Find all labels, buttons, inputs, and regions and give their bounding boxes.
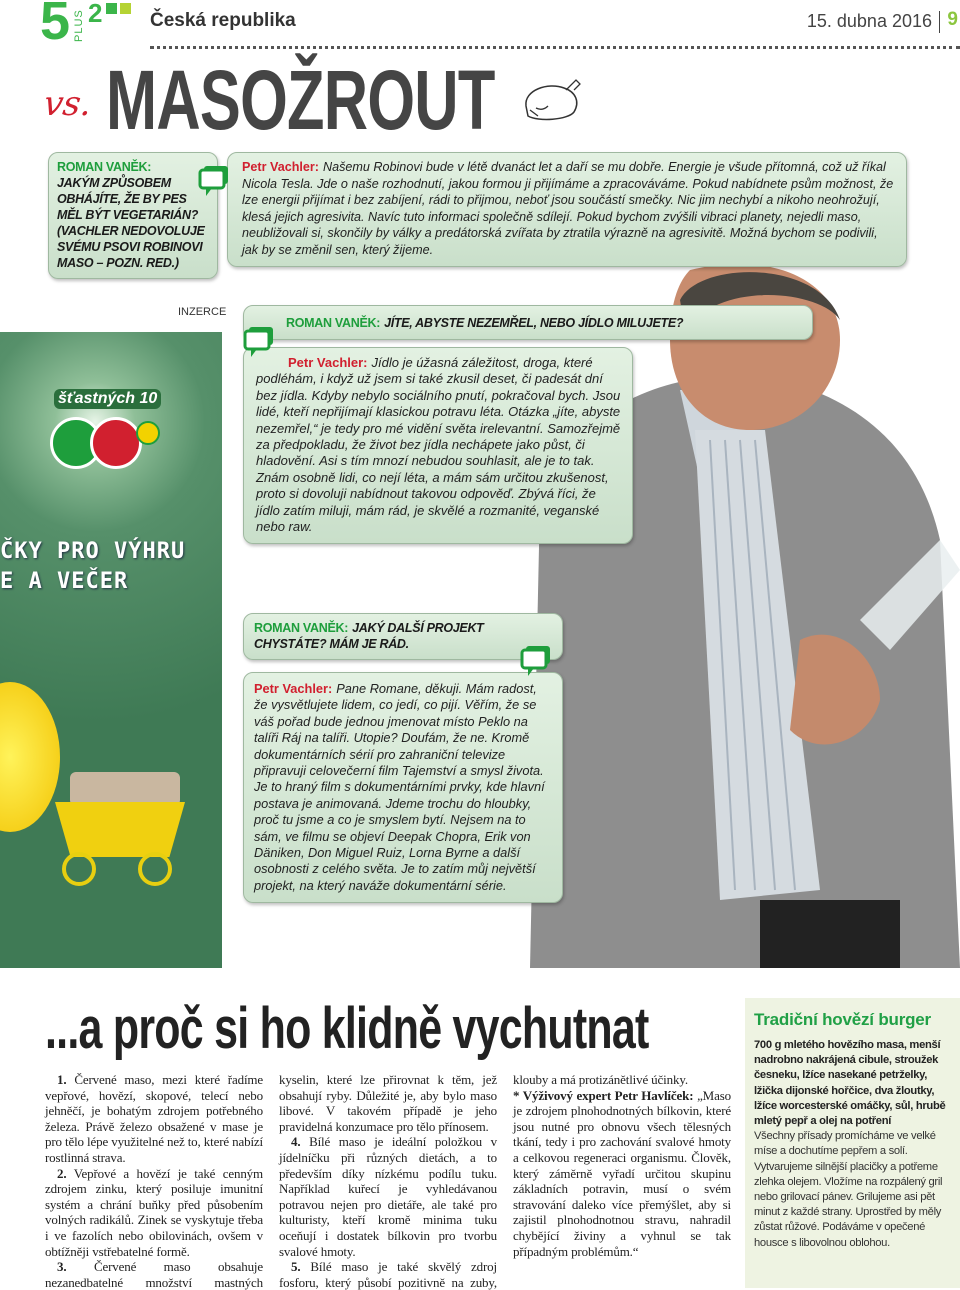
question-bubble bbox=[243, 305, 813, 340]
respondent-name: Petr Vachler: bbox=[254, 681, 333, 696]
logo-2: 2 bbox=[88, 0, 103, 28]
respondent-name: Petr Vachler: bbox=[288, 355, 368, 370]
chicken-icon bbox=[518, 76, 588, 124]
answer-text: Jídlo je úžasná záležitost, droga, které podléhám, i když už jsem si také zkusil deset, či padesát dní bez jídla. Kdyby nebylo sociálního pnutí, pokračoval bych. Jsou lidé, kteří nepřijímají klasickou potravu léta. Otázka „jíte, abyste nezemřel,“ je tedy pro mé vidění světa irelevantní. Samozřejmě za předpokladu, že život bez jídla nechápete jako půst, či hladovění. Asi s tím mnozí nebudou souhlasit, ale je to tak. Znám osobně lidi, co nejí léta, a mám sám určitou zkušenost, proto si dovoluji nabídnout takovou odpověď. Zbývá říci, že jídlo zatím miluji, mám rád, je skvělé a rozmanité, veganské nebo raw. bbox=[256, 355, 621, 535]
vs-label: vs. bbox=[41, 84, 95, 124]
article-headline: ...a proč si ho klidně vychutnat bbox=[45, 996, 649, 1061]
question-bubble bbox=[243, 613, 563, 660]
interviewer-name: ROMAN VANĚK: bbox=[57, 160, 152, 174]
respondent-name: Petr Vachler: bbox=[242, 160, 320, 174]
logo-square-icon bbox=[120, 3, 131, 14]
article-paragraph: 2. Vepřové a hovězí je také cenným zdrojem zinku, který posiluje imunitní systém a chrání buňky před působením volných radikálů. Zinek se vyskytuje třeba i ve fazolích nebo obilovinách, ovšem v obtížněji vstřebatelné formě. bbox=[45, 1165, 263, 1259]
question-text: JAKÝ DALŠÍ PROJEKT CHYSTÁTE? MÁM JE RÁD. bbox=[254, 621, 484, 651]
section-title: Česká republika bbox=[150, 10, 296, 31]
ad-label: INZERCE bbox=[178, 306, 227, 318]
lottery-logo: šťastných 10 bbox=[50, 387, 160, 469]
logo-5: 5 bbox=[40, 0, 71, 51]
speech-bubble-icon bbox=[243, 325, 277, 359]
answer-text: Pane Romane, děkuji. Mám radost, že vysvětlujete lidem, co jedí, co pijí. Věřím, že se váš pořad bude jednou jmenovat místo Peklo na talíři Ráj na talíři. Utopie? Doufám, že ne. Kromě dokumentárních sérií pro zahraniční televize připravuji celovečerní film Tajemství a smysl života. Je to hraný film s dokumentárními prvky, kde hlavní postava je animovaná. Jdeme trochu do hloubky, proč tu jsme a co je smyslem bytí. Nejsem na to sám, ve filmu se objeví Deepak Chopra, Erik von Däniken, Don Miguel Ruiz, Lorna Byrne a další osobnosti z celého světa. Je to zatím můj největší projekt, na který naváže dokumentární série. bbox=[254, 681, 545, 893]
answer-bubble bbox=[243, 347, 633, 544]
recipe-method: Všechny přísady promícháme ve velké míse a dochutíme pepřem a solí. Vytvarujeme silnější placičky a potřeme zlehka olejem. Vložíme na rozpálený gril nebo grilovací pánev. Grilujeme asi pět minut z každé strany. Uprostřed by měly zůstat růžové. Podáváme v opečené housce s libovolnou oblohou. bbox=[754, 1130, 943, 1249]
question-text: JAKÝM ZPŮSOBEM OBHÁJÍTE, ŽE BY PES MĚL BÝT VEGETARIÁN? (VACHLER NEDOVOLUJE SVÉMU PSOVI ROBINOVI MASO – POZN. RED.) bbox=[57, 176, 205, 270]
divider bbox=[939, 11, 940, 33]
speech-bubble-icon bbox=[520, 644, 554, 678]
page-headline: MASOŽROUT bbox=[106, 53, 495, 147]
cart-illustration bbox=[55, 802, 185, 857]
issue-date: 15. dubna 2016 bbox=[806, 11, 932, 31]
expert-quote: * Výživový expert Petr Havlíček: „Maso je zdrojem plnohodnotných bílkovin, které jsou nutné pro obnovu všech tělesných tkání, tedy i pro zachování svalové hmoty a celkovou regeneraci organismu. Člověk, který záměrně vyřadí určitou skupinu základních potravin, musí o svém stravování daleko více přemýšlet, aby si zajistil plnohodnotnou stravu, nahradil chybějící živiny a vyhnul se tak případným problémům.“ bbox=[513, 1087, 731, 1259]
lottery-advertisement[interactable] bbox=[0, 332, 222, 968]
recipe-box bbox=[745, 998, 960, 1288]
answer-bubble bbox=[243, 672, 563, 903]
page-number: 9 bbox=[947, 9, 958, 30]
recipe-ingredients: 700 g mletého hovězího masa, menší nadrobno nakrájená cibule, stroužek česneku, lžíce nasekané petrželky, lžička dijonské hořčice, dva žloutky, lžíce worcesterské omáčky, sůl, hrubě mletý pepř a olej na potření bbox=[754, 1039, 946, 1128]
article-paragraph: 3. Červené maso obsahuje nezanedbatelné množství mastných kyselin, které lze přirovnat k těm, jež obsahují ryby. Důležité je, aby bylo maso libové. V takovém případě je jeho pravidelná konzumace pro tělo přínosem. bbox=[45, 1072, 497, 1290]
article-paragraph: 1. Červené maso, mezi které řadíme vepřové, hovězí, skopové, telecí nebo jehněčí, je bohatým zdrojem potřebného železa. Právě železo obsažené v mase je pro tělo lépe využitelné než to, které nabízí rostlinná strava. bbox=[45, 1072, 263, 1165]
dotted-rule bbox=[150, 46, 960, 49]
wheel-icon bbox=[62, 852, 96, 886]
article-paragraph: 5. Bílé maso je také skvělý zdroj fosforu, který působí pozitivně na zuby, klouby a má protizánětlivé účinky. bbox=[279, 1072, 688, 1290]
logo-square-icon bbox=[106, 3, 117, 14]
question-text: JÍTE, ABYSTE NEZEMŘEL, NEBO JÍDLO MILUJETE? bbox=[384, 316, 684, 330]
interviewer-name: ROMAN VANĚK: bbox=[254, 621, 349, 635]
interviewer-name: ROMAN VANĚK: bbox=[286, 316, 381, 330]
answer-text: Našemu Robinovi bude v létě dvanáct let a daří se mu dobře. Energie je všude přítomná, což už říkal Nicola Tesla. Jde o naše rozhodnutí, jakou formou ji přijímáme a zpracováváme. Pokud nabídnete psům možnost, že lze energii přijímat i bez zabíjení, rádi to přijmou, neboť jsou součástí smečky. Nic jim nechybí a nikoho neohrožují, klesá jejich agresivita. Navíc tuto informaci společně sdílejí. Pokud bychom zvýšili vibraci planety, nejedli maso, neubližovali si, skončily by války a predátorská zvířata by ztratila výrazně na agresivitě. Možná bychom se podivili, jak by se změnil sen, který žijeme. bbox=[242, 160, 894, 257]
article-paragraph: 4. Bílé maso je ideální položkou v jídelníčku při různých dietách, a to především díky nízkému podílu tuku. Například kuřecí je vyhledávanou potravou nejen pro dietáře, ale také pro kulturisty, kteří kromě minima tuku oceňují i dostatek bílkovin pro tvorbu svalové hmoty. bbox=[279, 1134, 497, 1259]
logo-plus: PLUS bbox=[73, 9, 85, 42]
article-body bbox=[45, 1072, 731, 1290]
recipe-title: Tradiční hovězí burger bbox=[754, 1010, 931, 1029]
question-bubble bbox=[48, 152, 218, 279]
wheel-icon bbox=[138, 852, 172, 886]
banknotes-illustration bbox=[70, 772, 180, 806]
duckling-illustration bbox=[0, 682, 60, 832]
ad-slogan: ČKY PRO VÝHRU E A VEČER bbox=[0, 539, 186, 594]
speech-bubble-icon bbox=[198, 164, 232, 198]
answer-bubble bbox=[227, 152, 907, 267]
